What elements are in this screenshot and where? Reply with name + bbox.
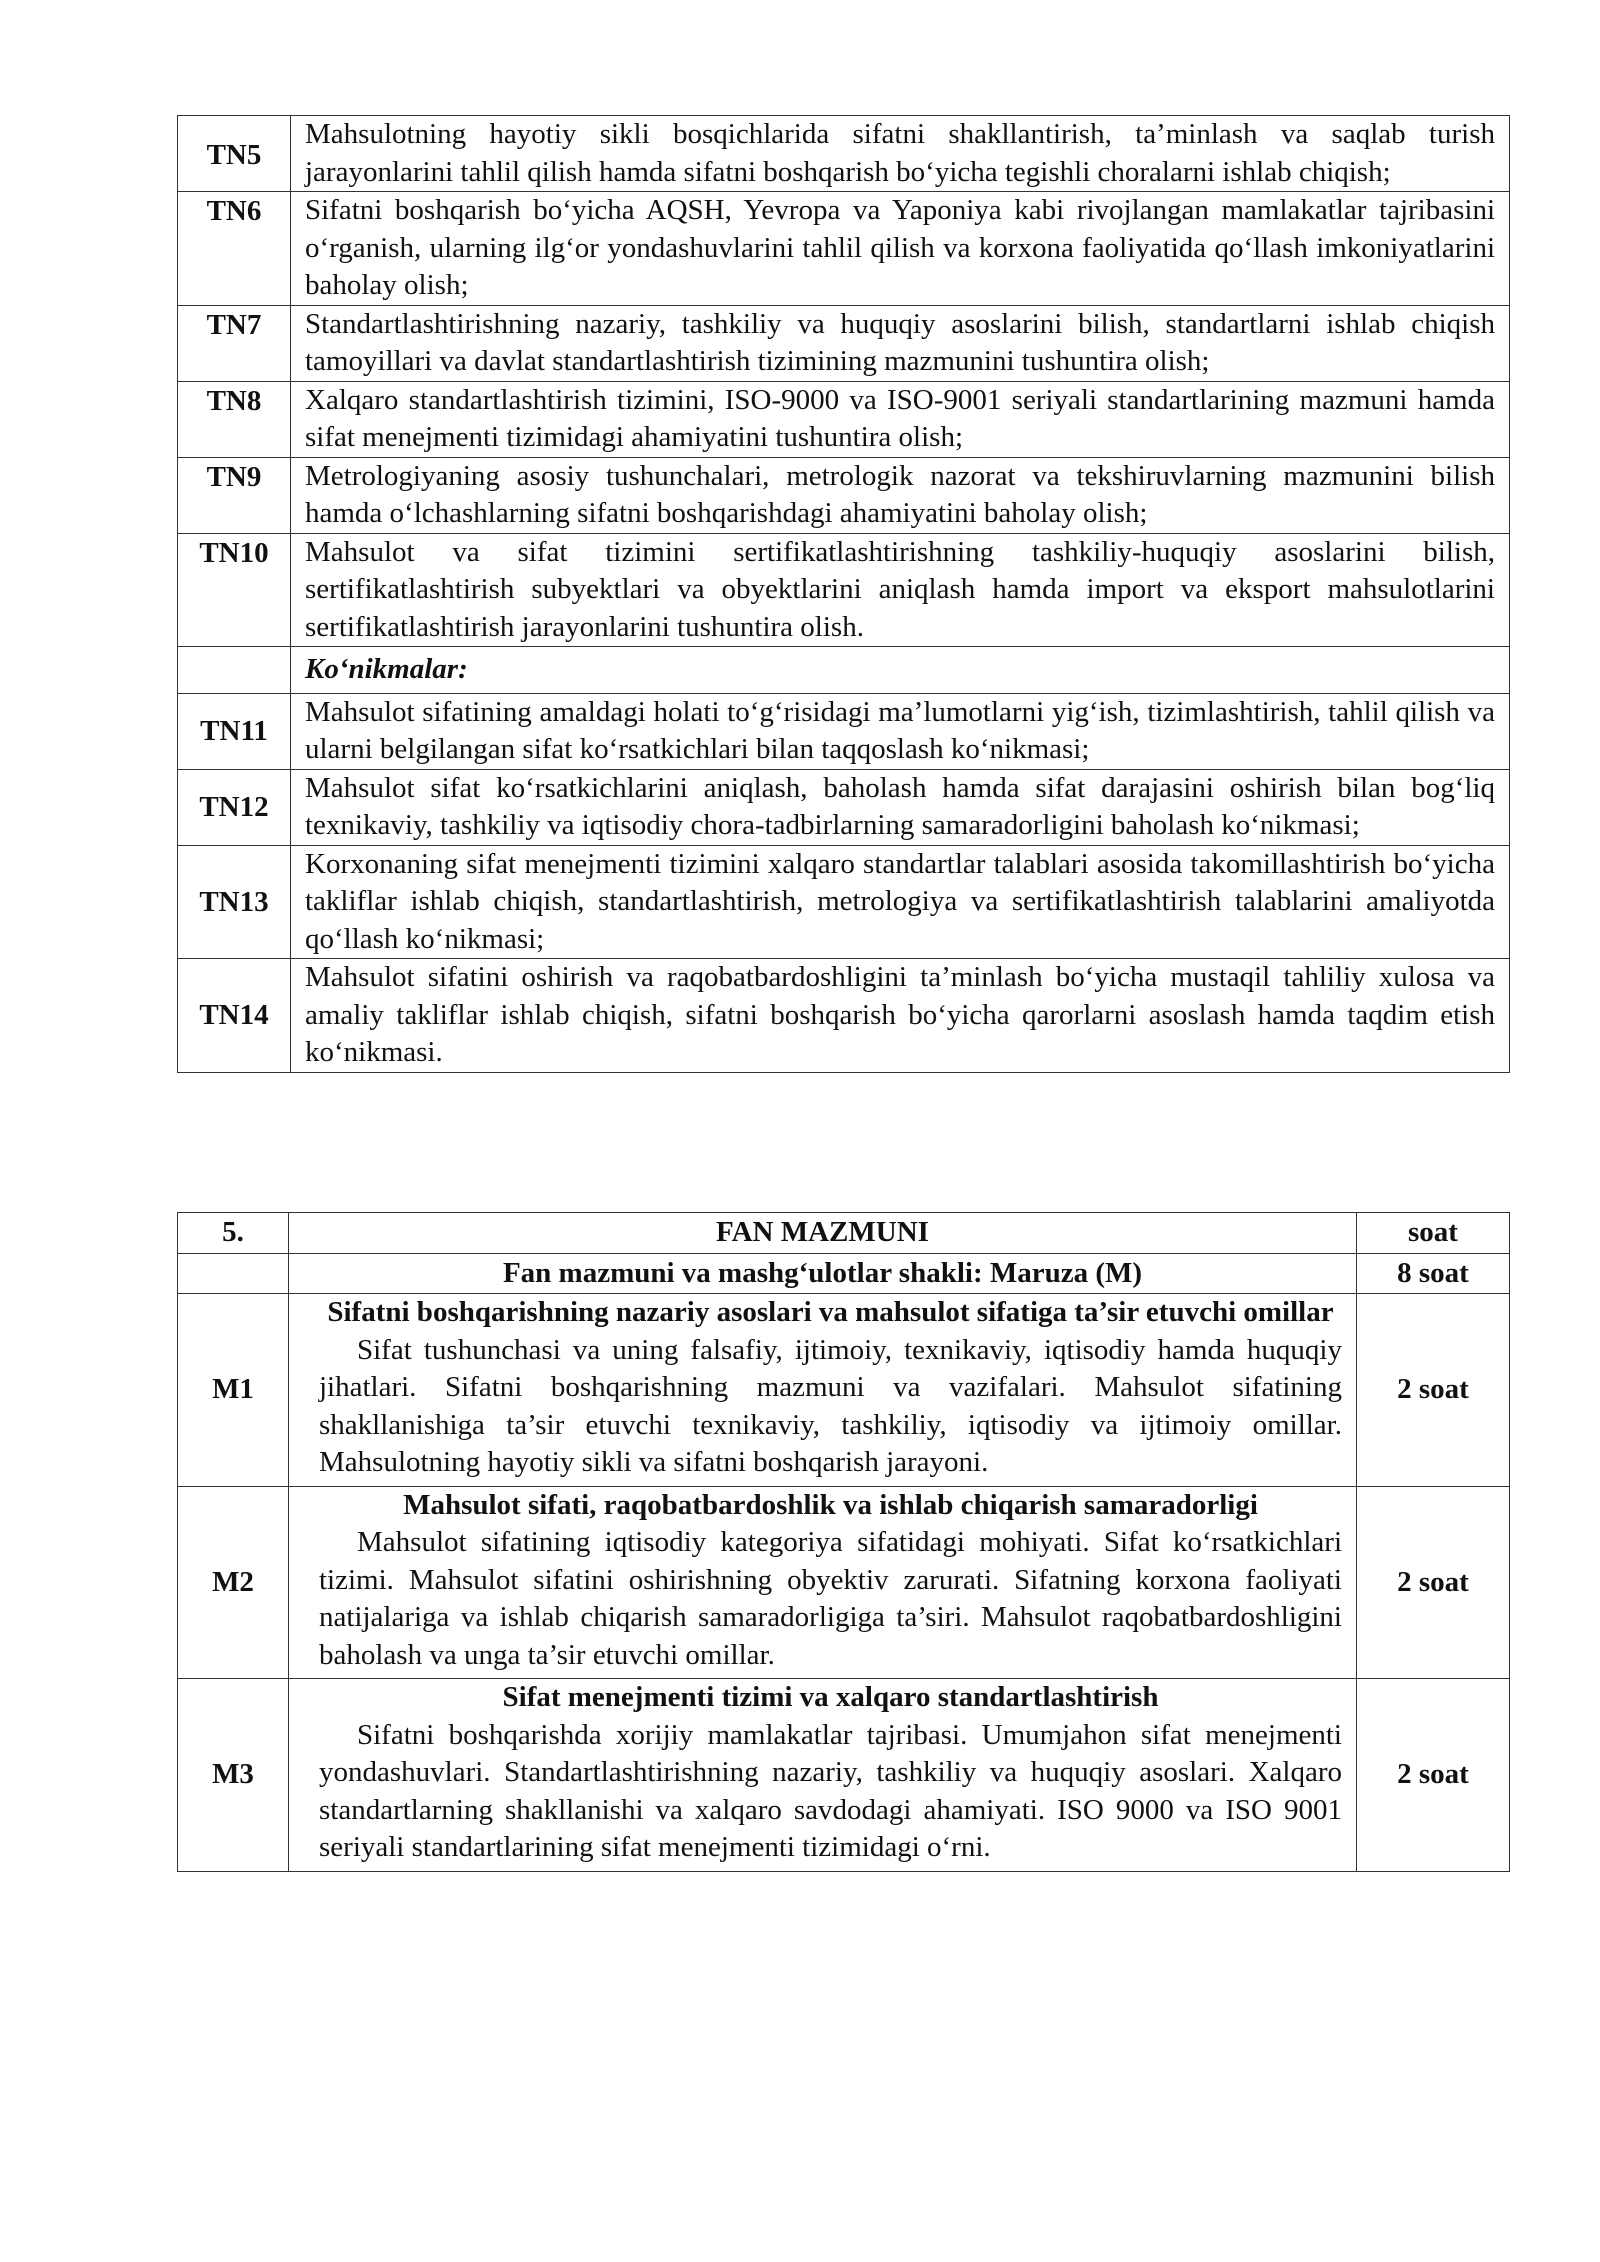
outcome-text: Metrologiyaning asosiy tushunchalari, metrologik nazorat va tekshiruvlarning mazmunini bilish hamda o‘lchashlarning sifatni boshqarishdagi ahamiyatini baholay olish;	[291, 457, 1510, 533]
skill-code: TN12	[178, 769, 291, 845]
topic-body: Sifatni boshqarishda xorijiy mamlakatlar tajribasi. Umumjahon sifat menejmenti yondashuvlari. Standartlashtirishning nazariy, tashkiliy va huquqiy asoslari. Xalqaro standartlarning shakllanishi va xalqaro savdodagi ahamiyati. ISO 9000 va ISO 9001 seriyali standartlarining sifat menejmenti tizimidagi o‘rni.	[319, 1718, 1342, 1863]
topic-cell	[289, 1486, 1357, 1679]
outcome-code: TN8	[178, 381, 291, 457]
skill-text: Mahsulot sifatining amaldagi holati to‘g‘risidagi ma’lumotlarni yig‘ish, tizimlashtirish, tahlil qilish va ularni belgilangan sifat ko‘rsatkichlari bilan taqqoslash ko‘nikmasi;	[291, 693, 1510, 769]
table-row	[178, 192, 1510, 306]
topic-hours: 2 soat	[1357, 1679, 1510, 1872]
topic-title: Sifatni boshqarishning nazariy asoslari va mahsulot sifatiga ta’sir etuvchi omillar	[327, 1296, 1334, 1328]
topic-cell	[289, 1294, 1357, 1487]
outcome-text: Xalqaro standartlashtirish tizimini, ISO-9000 va ISO-9001 seriyali standartlarining mazmuni hamda sifat menejmenti tizimidagi ahamiyatini tushuntira olish;	[291, 381, 1510, 457]
topic-code: M1	[178, 1294, 289, 1487]
skill-text: Mahsulot sifat ko‘rsatkichlarini aniqlash, baholash hamda sifat darajasini oshirish bilan bog‘liq texnikaviy, tashkiliy va iqtisodiy chora-tadbirlarning samaradorligini baholash ko‘nikmasi;	[291, 769, 1510, 845]
table-row	[178, 959, 1510, 1073]
empty-cell	[178, 647, 291, 694]
topic-title: Mahsulot sifati, raqobatbardoshlik va ishlab chiqarish samaradorligi	[403, 1488, 1258, 1521]
learning-outcomes-table	[177, 115, 1510, 1073]
table-header-row	[178, 1213, 1510, 1254]
table-row	[178, 647, 1510, 694]
topic-hours: 2 soat	[1357, 1486, 1510, 1679]
course-content-table	[177, 1212, 1510, 1872]
outcome-code: TN6	[178, 192, 291, 306]
outcome-code: TN5	[178, 116, 291, 192]
lesson-form-subheader: Fan mazmuni va mashg‘ulotlar shakli: Maruza (M)	[289, 1253, 1357, 1294]
topic-body: Mahsulot sifatining iqtisodiy kategoriya sifatidagi mohiyati. Sifat ko‘rsatkichlari tizimi. Mahsulot sifatini oshirishning obyektiv zarurati. Sifatning korxona faoliyati natijalariga va ishlab chiqarish samaradorligiga ta’siri. Mahsulot raqobatbardoshligini baholash va unga ta’sir etuvchi omillar.	[319, 1526, 1342, 1671]
topic-body: Sifat tushunchasi va uning falsafiy, ijtimoiy, texnikaviy, iqtisodiy hamda huquqiy jihatlari. Sifatni boshqarishning mazmuni va vazifalari. Mahsulot sifatining shakllanishiga ta’sir etuvchi texnikaviy, tashkiliy, iqtisodiy va ijtimoiy omillar. Mahsulotning hayotiy sikli va sifatni boshqarish jarayoni.	[319, 1333, 1342, 1478]
topic-hours: 2 soat	[1357, 1294, 1510, 1487]
table-row	[178, 1679, 1510, 1872]
table-row	[178, 1294, 1510, 1487]
outcome-code: TN7	[178, 305, 291, 381]
table-row	[178, 769, 1510, 845]
outcome-text: Standartlashtirishning nazariy, tashkiliy va huquqiy asoslarini bilish, standartlarni ishlab chiqish tamoyillari va davlat standartlashtirish tizimining mazmunini tushuntira olish;	[291, 305, 1510, 381]
skill-text: Mahsulot sifatini oshirish va raqobatbardoshligini ta’minlash bo‘yicha mustaqil tahliliy xulosa va amaliy takliflar ishlab chiqish, sifatni boshqarish bo‘yicha qarorlarni asoslash hamda taqdim etish ko‘nikmasi.	[291, 959, 1510, 1073]
table-row	[178, 305, 1510, 381]
topic-code: M2	[178, 1486, 289, 1679]
hours-header: soat	[1357, 1213, 1510, 1254]
topic-cell	[289, 1679, 1357, 1872]
table-subheader-row	[178, 1253, 1510, 1294]
table-row	[178, 1486, 1510, 1679]
table-row	[178, 693, 1510, 769]
skill-code: TN11	[178, 693, 291, 769]
outcome-code: TN9	[178, 457, 291, 533]
outcome-code: TN10	[178, 533, 291, 647]
section-number: 5.	[178, 1213, 289, 1254]
table-row	[178, 381, 1510, 457]
topic-title: Sifat menejmenti tizimi va xalqaro standartlashtirish	[502, 1681, 1159, 1713]
skill-code: TN14	[178, 959, 291, 1073]
outcome-text: Mahsulotning hayotiy sikli bosqichlarida sifatni shakllantirish, ta’minlash va saqlab turish jarayonlarini tahlil qilish hamda sifatni boshqarish bo‘yicha tegishli choralarni ishlab chiqish;	[291, 116, 1510, 192]
empty-cell	[178, 1253, 289, 1294]
table-row	[178, 845, 1510, 959]
table-row	[178, 457, 1510, 533]
skills-heading: Ko‘nikmalar:	[291, 647, 1510, 694]
topic-code: M3	[178, 1679, 289, 1872]
outcome-text: Mahsulot va sifat tizimini sertifikatlashtirishning tashkiliy-huquqiy asoslarini bilish, sertifikatlashtirish subyektlari va obyektlarini aniqlash hamda import va eksport mahsulotlarini sertifikatlashtirish jarayonlarini tushuntira olish.	[291, 533, 1510, 647]
skill-code: TN13	[178, 845, 291, 959]
section-title: FAN MAZMUNI	[289, 1213, 1357, 1254]
skill-text: Korxonaning sifat menejmenti tizimini xalqaro standartlar talablari asosida takomillashtirish bo‘yicha takliflar ishlab chiqish, standartlashtirish, metrologiya va sertifikatlashtirish talablarini amaliyotda qo‘llash ko‘nikmasi;	[291, 845, 1510, 959]
outcome-text: Sifatni boshqarish bo‘yicha AQSH, Yevropa va Yaponiya kabi rivojlangan mamlakatlar tajribasini o‘rganish, ularning ilg‘or yondashuvlarini tahlil qilish va korxona faoliyatida qo‘llash imkoniyatlarini baholay olish;	[291, 192, 1510, 306]
total-hours: 8 soat	[1357, 1253, 1510, 1294]
table-row	[178, 116, 1510, 192]
table-row	[178, 533, 1510, 647]
